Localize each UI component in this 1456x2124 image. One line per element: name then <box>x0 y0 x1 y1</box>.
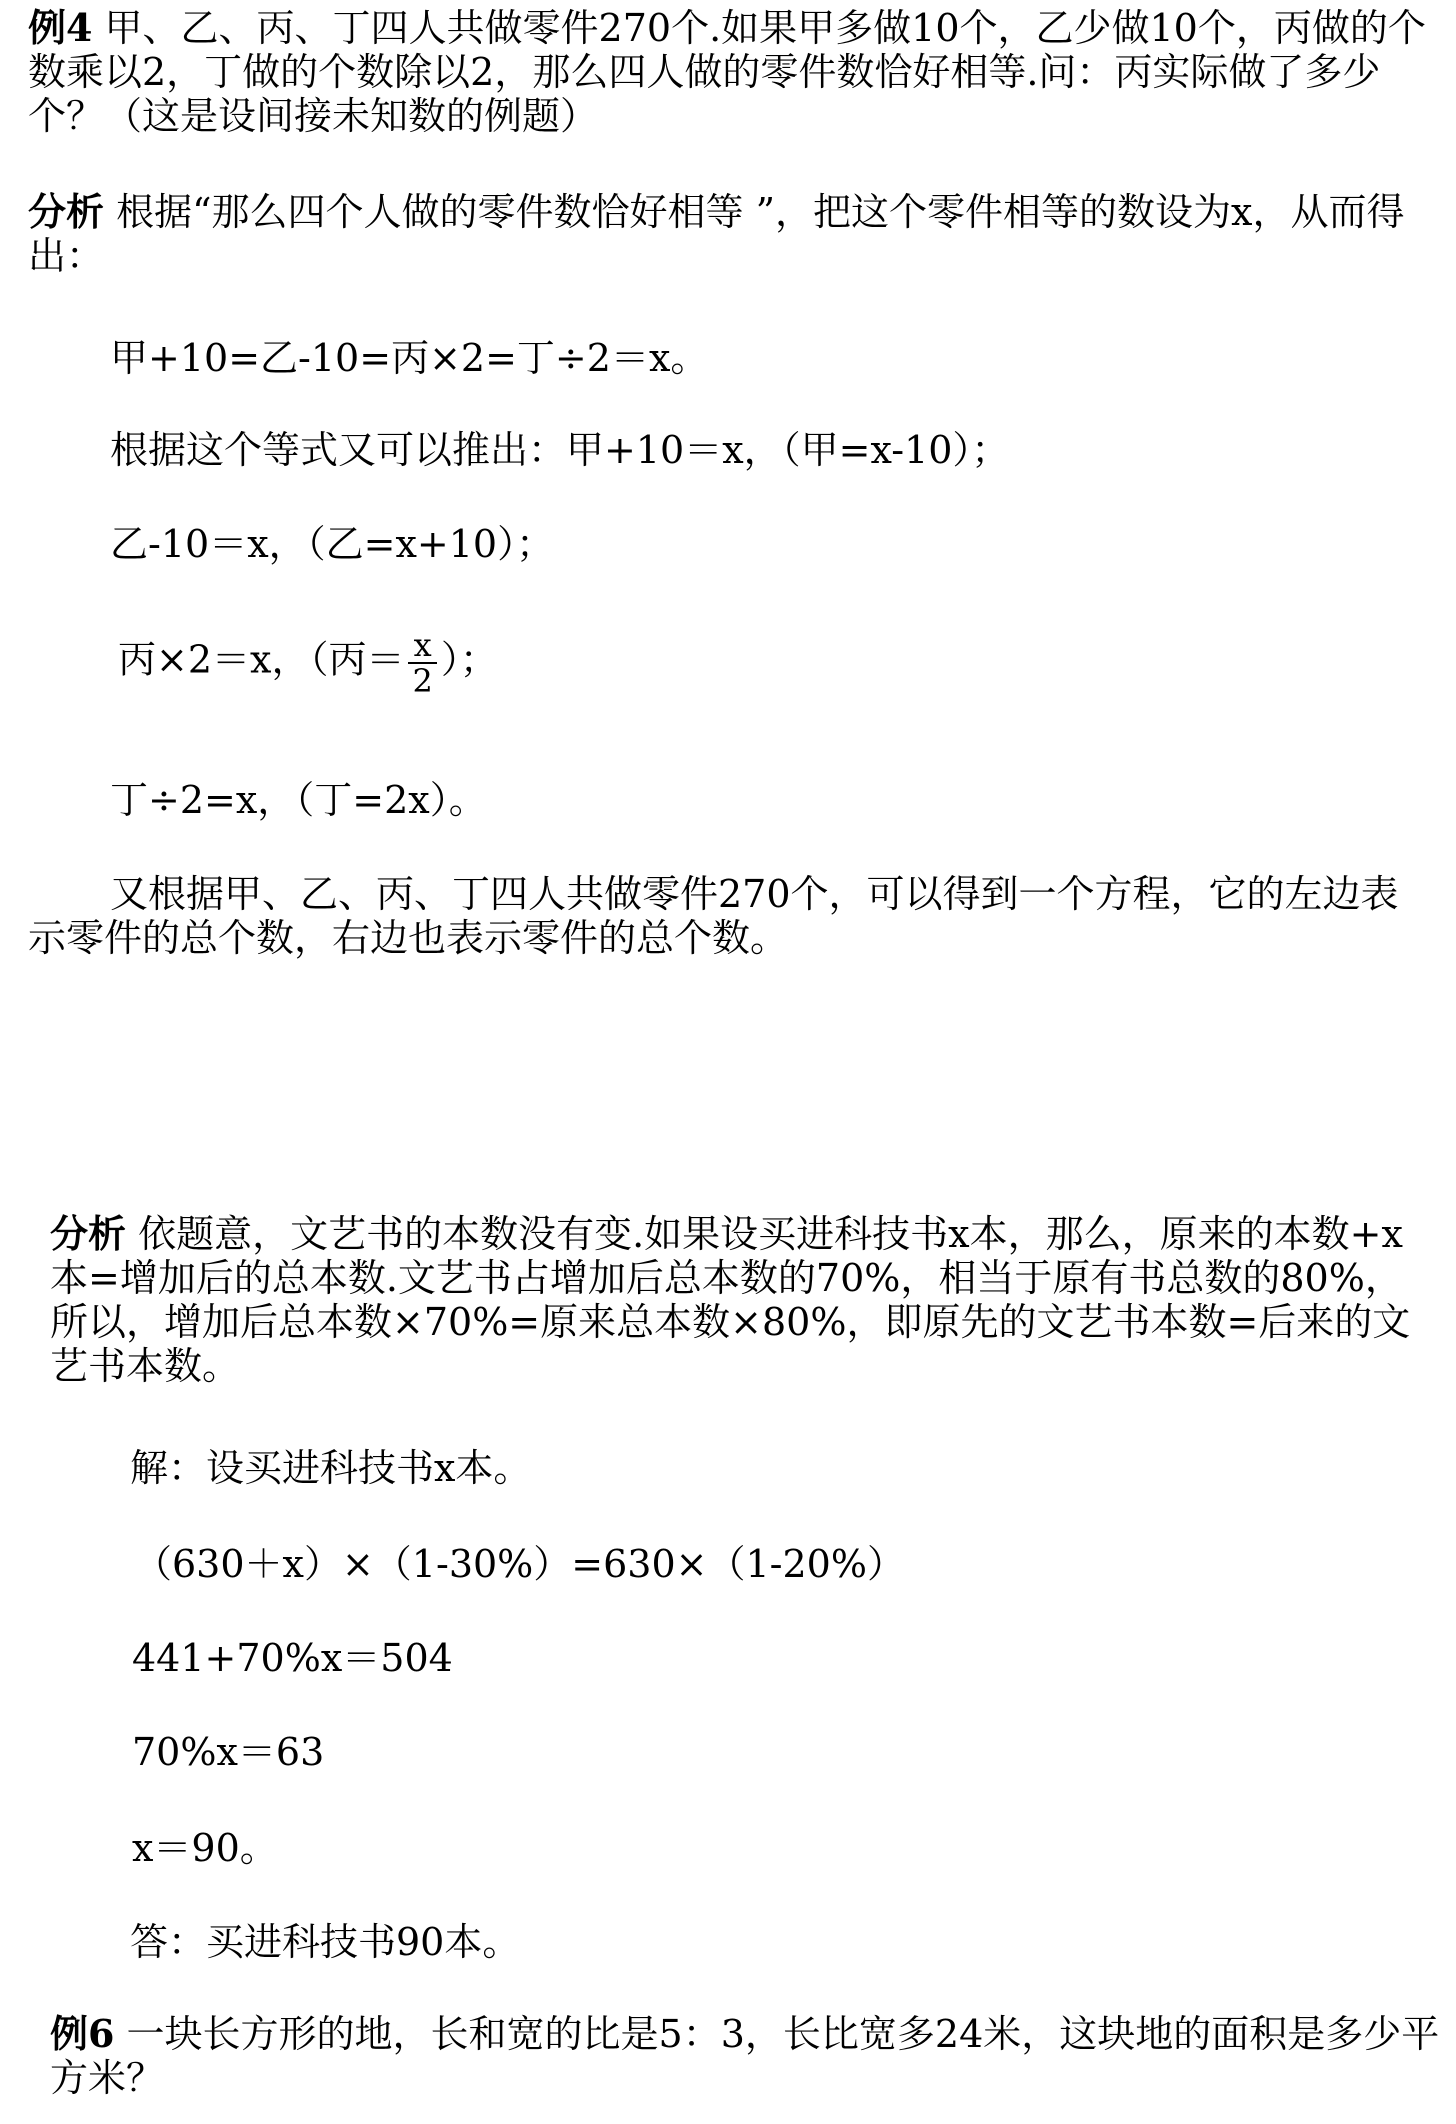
analysis4-eq4 <box>118 628 498 698</box>
analysis4-eq4-post: ）； <box>440 637 498 682</box>
fraction-denominator: 2 <box>412 662 433 700</box>
analysis4-eq5: 丁÷2=x，（丁=2x）。 <box>110 778 487 822</box>
fraction-x-over-2 <box>408 628 436 698</box>
example6-label: 例6 <box>50 2011 115 2056</box>
example4-label: 例4 <box>28 5 93 50</box>
example6-problem <box>50 2012 1440 2100</box>
analysis4-eq4-pre: 丙×2＝x，（丙＝ <box>118 637 405 682</box>
analysis4-tail-text: 又根据甲、乙、丙、丁四人共做零件270个，可以得到一个方程，它的左边表示零件的总个数，右边也表示零件的总个数。 <box>28 872 1399 960</box>
example4-text: 甲、乙、丙、丁四人共做零件270个.如果甲多做10个，乙少做10个，丙做的个数乘以2，丁做的个数除以2，那么四人做的零件数恰好相等.问：丙实际做了多少个？（这是设间接未知数的例题） <box>28 6 1426 138</box>
analysis4-eq1: 甲+10=乙-10=丙×2=丁÷2＝x。 <box>110 336 709 380</box>
analysis5-intro <box>50 1212 1440 1388</box>
fraction-numerator: x <box>408 628 436 664</box>
solution-answer: 答：买进科技书90本。 <box>130 1920 521 1964</box>
solution-step5: x＝90。 <box>132 1826 278 1870</box>
solution-step3: 441+70%x＝504 <box>132 1636 453 1680</box>
analysis4-label: 分析 <box>28 189 105 234</box>
analysis5-text: 依题意，文艺书的本数没有变.如果设买进科技书x本，那么，原来的本数+x本=增加后的总本数.文艺书占增加后总本数的70%，相当于原有书总数的80%，所以，增加后总本数×70%=原来总本数×80%，即原先的文艺书本数=后来的文艺书本数。 <box>50 1212 1411 1388</box>
analysis4-tail <box>28 872 1428 960</box>
solution-step1: 解：设买进科技书x本。 <box>130 1446 532 1490</box>
analysis4-eq2: 根据这个等式又可以推出：甲+10＝x，（甲=x-10）； <box>110 428 1010 472</box>
analysis5-label: 分析 <box>50 1211 127 1256</box>
solution-step4: 70%x＝63 <box>132 1730 325 1774</box>
example4-problem <box>28 6 1428 138</box>
solution-step2: （630＋x）×（1-30%）=630×（1-20%） <box>134 1542 905 1586</box>
analysis4-intro <box>28 190 1428 278</box>
example6-text: 一块长方形的地，长和宽的比是5：3，长比宽多24米，这块地的面积是多少平方米？ <box>50 2012 1440 2100</box>
analysis4-text: 根据“那么四个人做的零件数恰好相等 ”，把这个零件相等的数设为x，从而得出： <box>28 190 1405 278</box>
analysis4-eq3: 乙-10＝x，（乙=x+10）； <box>110 522 555 566</box>
